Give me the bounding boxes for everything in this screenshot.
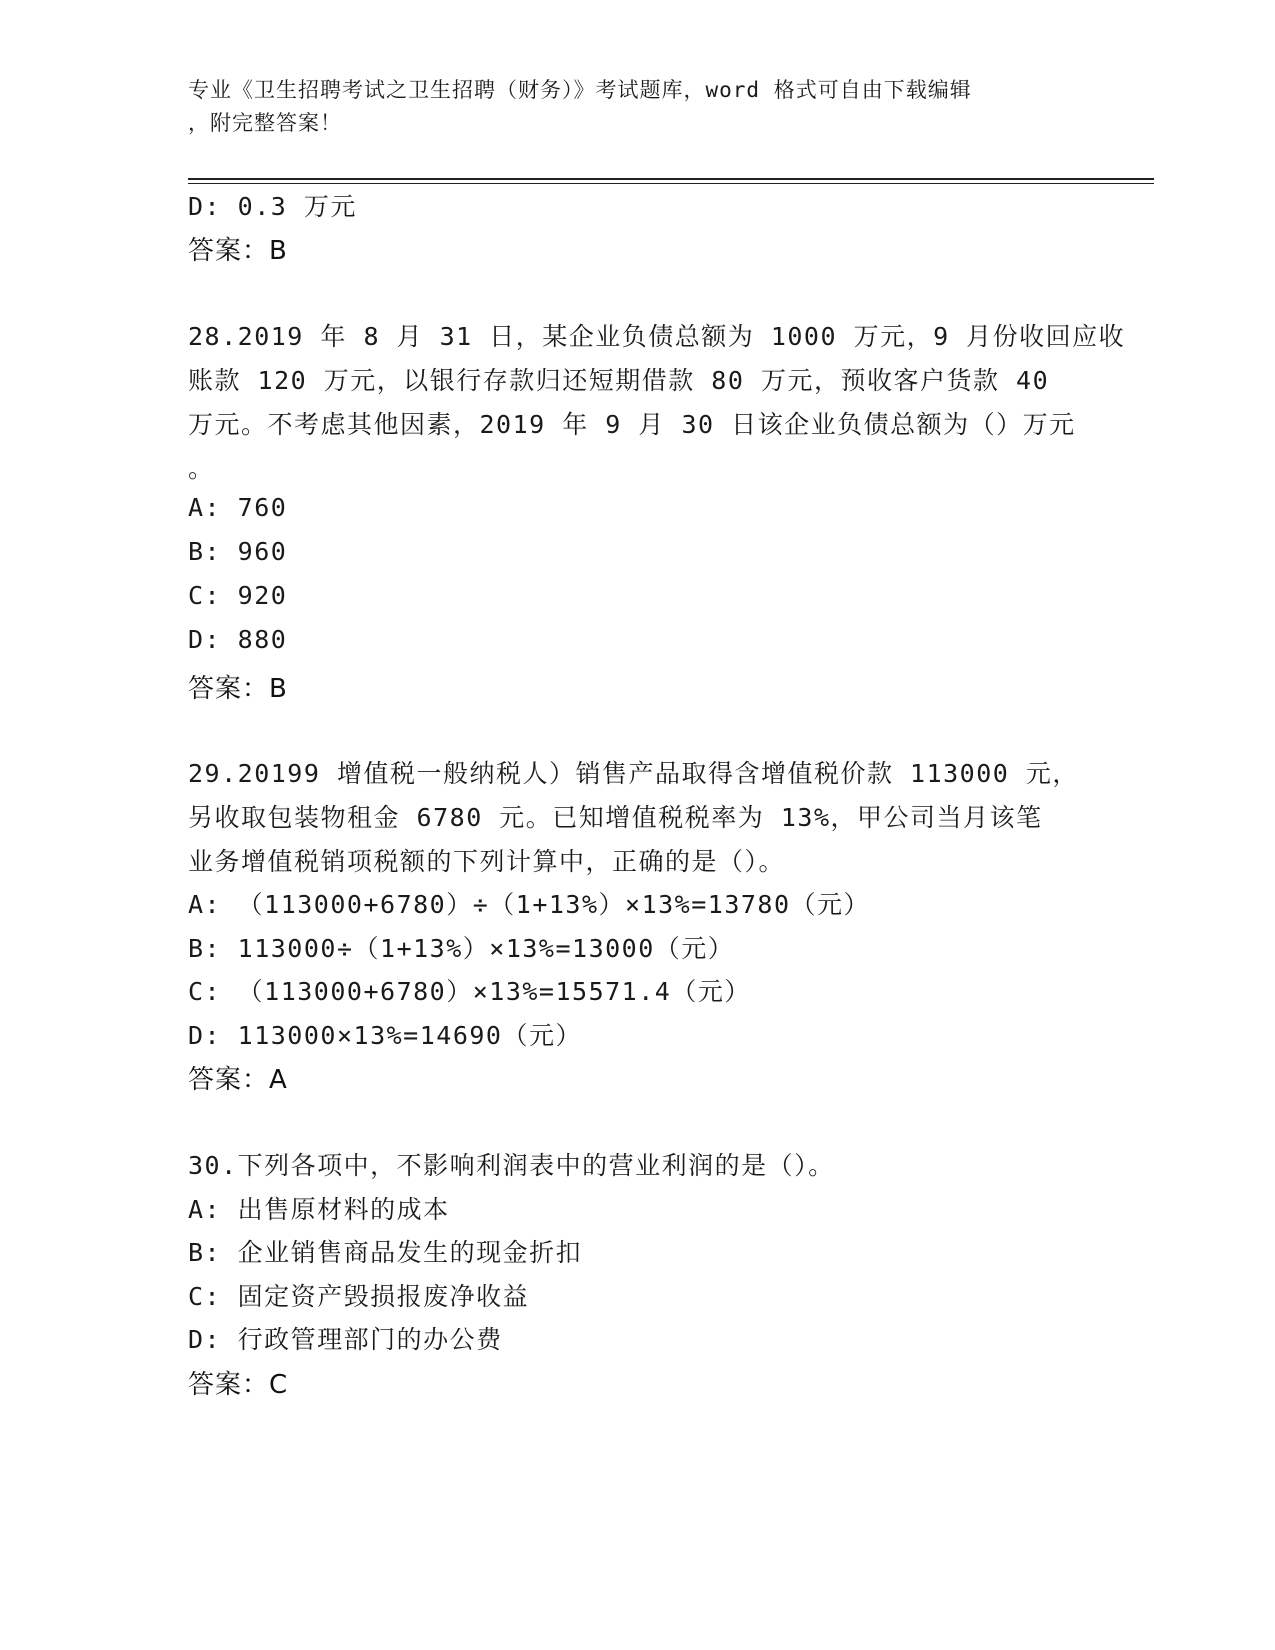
q30-option-a: A: 出售原材料的成本 <box>188 1195 450 1224</box>
header-rule-thick <box>188 178 1154 180</box>
q29-stem-line-1: 29.20199 增值税一般纳税人）销售产品取得含增值税价款 113000 元， <box>188 759 1079 788</box>
q28-option-d: D: 880 <box>188 625 288 654</box>
q30-answer: 答案：C <box>188 1370 289 1400</box>
q30-option-d: D: 行政管理部门的办公费 <box>188 1325 503 1354</box>
prev-option-d: D: 0.3 万元 <box>188 192 357 221</box>
q29-option-b: B: 113000÷（1+13%）×13%=13000（元） <box>188 934 735 963</box>
header-line-2: ，附完整答案！ <box>188 111 342 135</box>
document-header <box>188 74 1068 140</box>
header-rule-thin <box>188 183 1154 184</box>
q28-option-a: A: 760 <box>188 493 288 522</box>
q28-option-b: B: 960 <box>188 537 288 566</box>
q28-answer: 答案：B <box>188 674 288 704</box>
q29-option-d: D: 113000×13%=14690（元） <box>188 1021 582 1050</box>
q28-option-c: C: 920 <box>188 581 288 610</box>
q28-stem-line-2: 账款 120 万元，以银行存款归还短期借款 80 万元，预收客户货款 40 <box>188 366 1050 395</box>
header-line-1: 专业《卫生招聘考试之卫生招聘（财务）》考试题库，word 格式可自由下载编辑 <box>188 78 972 102</box>
q29-option-a: A: （113000+6780）÷（1+13%）×13%=13780（元） <box>188 890 871 919</box>
q28-stem-line-1: 28.2019 年 8 月 31 日，某企业负债总额为 1000 万元，9 月份收回应收 <box>188 322 1126 351</box>
q30-stem-line-1: 30.下列各项中，不影响利润表中的营业利润的是（）。 <box>188 1151 835 1180</box>
prev-answer: 答案：B <box>188 236 288 266</box>
q29-option-c: C: （113000+6780）×13%=15571.4（元） <box>188 977 751 1006</box>
q29-stem-line-3: 业务增值税销项税额的下列计算中，正确的是（）。 <box>188 847 786 876</box>
q28-stem-line-4: 。 <box>188 454 215 483</box>
q30-option-b: B: 企业销售商品发生的现金折扣 <box>188 1238 583 1267</box>
q29-answer: 答案：A <box>188 1065 288 1095</box>
q29-stem-line-2: 另收取包装物租金 6780 元。已知增值税税率为 13%，甲公司当月该笔 <box>188 803 1043 832</box>
q30-option-c: C: 固定资产毁损报废净收益 <box>188 1282 530 1311</box>
q28-stem-line-3: 万元。不考虑其他因素，2019 年 9 月 30 日该企业负债总额为（）万元 <box>188 410 1076 439</box>
